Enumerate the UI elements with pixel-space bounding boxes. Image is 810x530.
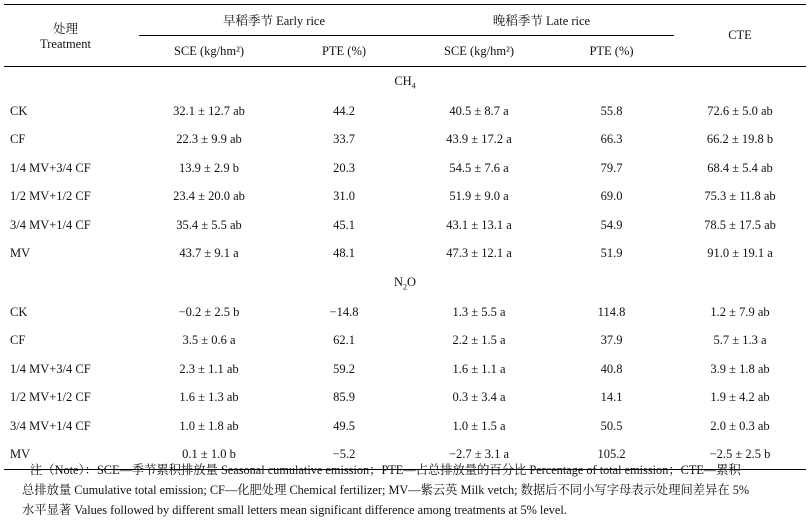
gas-label-main: CH: [394, 73, 412, 88]
cte-cell: 75.3 ± 11.8 ab: [704, 189, 776, 204]
early-sce-cell: 22.3 ± 9.9 ab: [176, 132, 242, 147]
cte-cell: 5.7 ± 1.3 a: [713, 333, 767, 348]
treatment-cell: MV: [10, 246, 31, 261]
early-sce-cell: 3.5 ± 0.6 a: [182, 333, 236, 348]
late-pte-cell: 105.2: [597, 447, 626, 462]
late-pte-cell: 114.8: [597, 304, 626, 319]
early-pte-cell: −5.2: [332, 447, 356, 462]
early-pte-cell: 49.5: [333, 418, 355, 433]
late-pte-cell: 51.9: [600, 246, 623, 261]
note-line-2: 总排放量 Cumulative total emission; CF—化肥处理 Chemical fertilizer; MV—紫云英 Milk vetch; 数据后不同小写字母表示处理间差异在 5%: [22, 483, 750, 497]
gas-label-tail: O: [407, 274, 417, 289]
early-sce-cell: 32.1 ± 12.7 ab: [173, 103, 245, 118]
early-sce-cell: 0.1 ± 1.0 b: [182, 447, 236, 462]
late-rice-header: 晚稻季节 Late rice: [409, 5, 674, 36]
late-pte-header: PTE (%): [589, 43, 634, 58]
early-sce-header: SCE (kg/hm²): [173, 43, 245, 58]
early-sce-cell: 13.9 ± 2.9 b: [179, 160, 239, 175]
cte-cell: 78.5 ± 17.5 ab: [704, 217, 776, 232]
cte-cell: 68.4 ± 5.4 ab: [707, 160, 773, 175]
early-pte-cell: 62.1: [333, 333, 355, 348]
late-sce-cell: 43.9 ± 17.2 a: [446, 132, 512, 147]
early-pte-cell: 44.2: [333, 103, 355, 118]
treatment-cell: CK: [10, 103, 28, 118]
early-pte-cell: 31.0: [333, 189, 355, 204]
treatment-cell: CK: [10, 304, 28, 319]
early-sce-cell: −0.2 ± 2.5 b: [178, 304, 240, 319]
table-note: [22, 460, 804, 520]
late-pte-cell: 79.7: [600, 160, 623, 175]
table-row: [4, 154, 806, 183]
early-pte-cell: 20.3: [333, 160, 355, 175]
treatment-cell: 1/2 MV+1/2 CF: [10, 189, 91, 204]
late-sce-cell: 51.9 ± 9.0 a: [449, 189, 509, 204]
gas-label-subscript: 2: [403, 282, 407, 292]
note-line-3: 水平显著 Values followed by different small letters mean significant difference among treatments at 5% level.: [22, 503, 567, 517]
table-row: [4, 126, 806, 155]
treatment-header: [4, 5, 139, 67]
table-row: [4, 412, 806, 441]
late-pte-cell: 14.1: [600, 390, 623, 405]
cte-cell: 3.9 ± 1.8 ab: [710, 361, 770, 376]
late-pte-cell: 66.3: [600, 132, 623, 147]
gas-label-main: N: [393, 274, 403, 289]
early-sce-cell: 1.0 ± 1.8 ab: [179, 418, 239, 433]
note-line-1: 注（Note）：SCE—季节累积排放量 Seasonal cumulative emission；PTE—占总排放量的百分比 Percentage of total emission；CTE—累积: [30, 463, 741, 477]
late-pte-cell: 50.5: [600, 418, 623, 433]
late-pte-cell: 37.9: [600, 333, 623, 348]
cte-cell: 66.2 ± 19.8 b: [706, 132, 774, 147]
table-row: [4, 211, 806, 240]
early-sce-cell: 43.7 ± 9.1 a: [179, 246, 239, 261]
cte-cell: 91.0 ± 19.1 a: [707, 246, 773, 261]
cte-header: CTE: [674, 5, 806, 67]
early-pte-cell: 48.1: [333, 246, 355, 261]
late-sce-cell: 43.1 ± 13.1 a: [446, 217, 512, 232]
late-sce-header: SCE (kg/hm²): [443, 43, 515, 58]
treatment-cell: 1/4 MV+3/4 CF: [10, 361, 91, 376]
table-row: [4, 97, 806, 126]
early-rice-header: 早稻季节 Early rice: [139, 5, 409, 36]
early-pte-cell: 85.9: [333, 390, 355, 405]
gas-label: [4, 268, 806, 298]
early-pte-cell: −14.8: [329, 304, 359, 319]
cte-cell: 72.6 ± 5.0 ab: [707, 103, 773, 118]
early-pte-cell: 33.7: [333, 132, 355, 147]
late-sce-cell: −2.7 ± 3.1 a: [448, 447, 510, 462]
cte-cell: −2.5 ± 2.5 b: [709, 447, 771, 462]
early-pte-cell: 45.1: [333, 217, 355, 232]
early-sce-cell: 1.6 ± 1.3 ab: [179, 390, 239, 405]
treatment-header-en: Treatment: [40, 37, 91, 51]
treatment-cell: 1/4 MV+3/4 CF: [10, 160, 91, 175]
table-row: [4, 355, 806, 384]
section-header-row: [4, 67, 806, 98]
late-pte-cell: 55.8: [600, 103, 623, 118]
early-sce-cell: 23.4 ± 20.0 ab: [173, 189, 245, 204]
cte-cell: 2.0 ± 0.3 ab: [710, 418, 770, 433]
gas-label-subscript: 4: [411, 81, 416, 91]
treatment-cell: 3/4 MV+1/4 CF: [10, 418, 91, 433]
treatment-cell: MV: [10, 447, 31, 462]
cte-cell: 1.2 ± 7.9 ab: [710, 304, 770, 319]
late-sce-cell: 1.3 ± 5.5 a: [452, 304, 506, 319]
table-row: [4, 240, 806, 269]
early-sce-cell: 2.3 ± 1.1 ab: [179, 361, 239, 376]
treatment-cell: CF: [10, 333, 26, 348]
treatment-cell: 1/2 MV+1/2 CF: [10, 390, 91, 405]
late-pte-cell: 40.8: [600, 361, 623, 376]
late-sce-cell: 0.3 ± 3.4 a: [452, 390, 506, 405]
treatment-cell: 3/4 MV+1/4 CF: [10, 217, 91, 232]
section-header-row: [4, 268, 806, 298]
late-pte-cell: 54.9: [600, 217, 623, 232]
table-row: [4, 298, 806, 327]
emission-table: [4, 4, 806, 470]
gas-label: [4, 67, 806, 98]
early-pte-header: PTE (%): [321, 43, 367, 58]
late-sce-cell: 47.3 ± 12.1 a: [446, 246, 512, 261]
table-row: [4, 327, 806, 356]
late-sce-cell: 1.0 ± 1.5 a: [452, 418, 506, 433]
early-pte-cell: 59.2: [333, 361, 355, 376]
late-pte-cell: 69.0: [600, 189, 623, 204]
late-sce-cell: 1.6 ± 1.1 a: [452, 361, 506, 376]
table-row: [4, 384, 806, 413]
late-sce-cell: 54.5 ± 7.6 a: [449, 160, 509, 175]
late-sce-cell: 40.5 ± 8.7 a: [449, 103, 509, 118]
table-row: [4, 183, 806, 212]
early-sce-cell: 35.4 ± 5.5 ab: [176, 217, 242, 232]
cte-cell: 1.9 ± 4.2 ab: [710, 390, 770, 405]
treatment-cell: CF: [10, 132, 26, 147]
late-sce-cell: 2.2 ± 1.5 a: [452, 333, 506, 348]
treatment-header-cn: 处理: [52, 22, 78, 36]
